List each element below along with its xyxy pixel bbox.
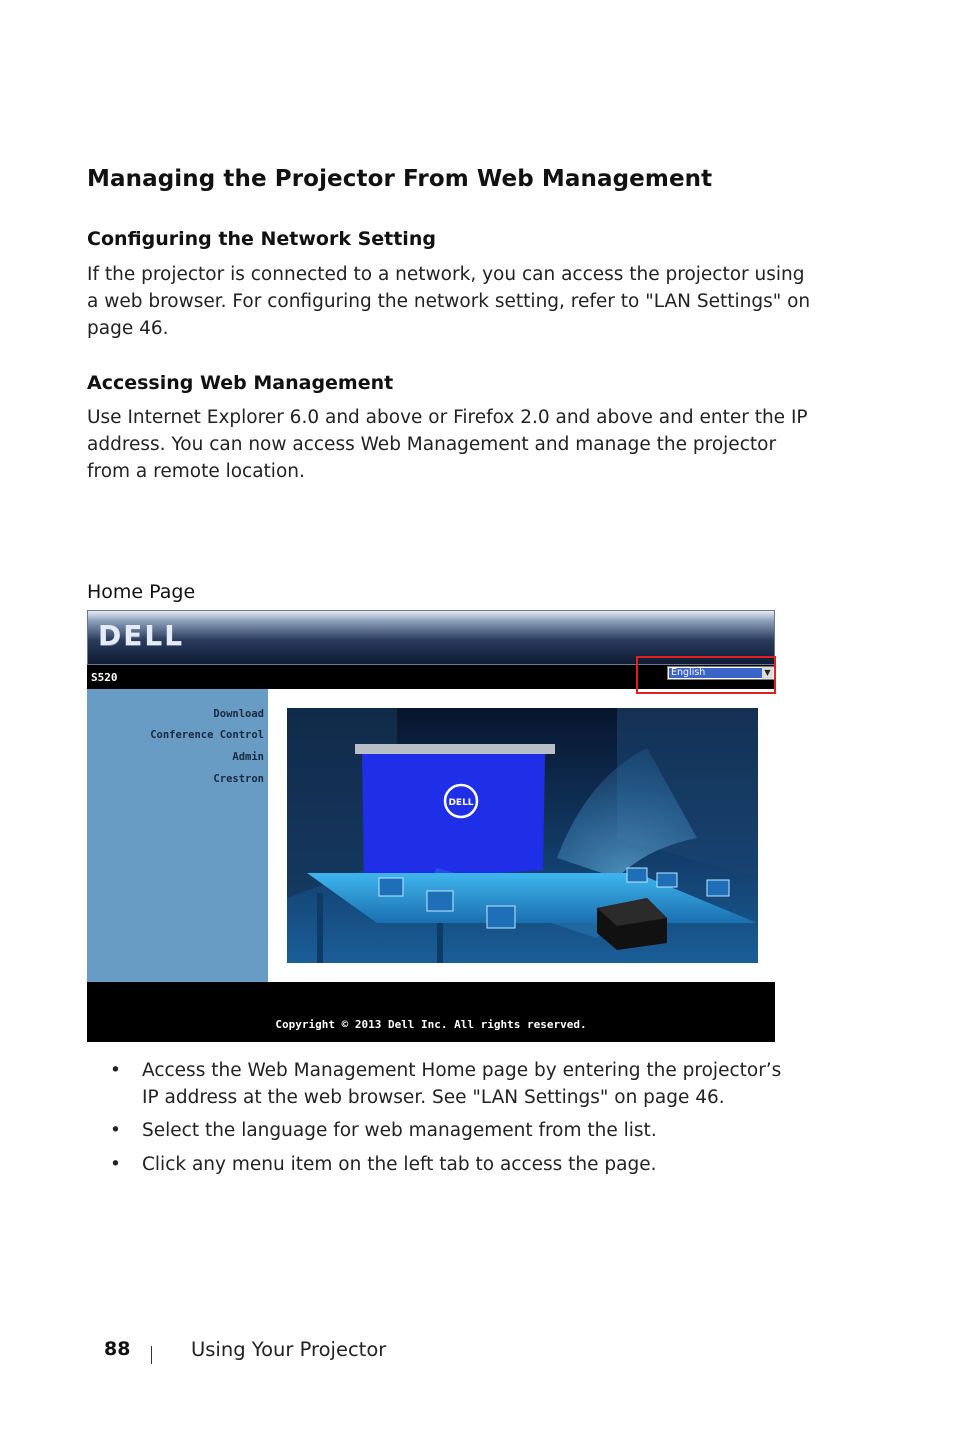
model-name: S520: [91, 671, 118, 684]
menu-item-download[interactable]: Download: [213, 708, 264, 720]
menu-item-crestron[interactable]: Crestron: [213, 773, 264, 785]
footer-section-title: Using Your Projector: [191, 1338, 387, 1361]
section-body-network: [87, 261, 827, 342]
text-line: a web browser. For configuring the network setting, refer to "LAN Settings" on: [87, 291, 811, 312]
page-heading: Managing the Projector From Web Management: [87, 166, 713, 192]
section-title-access: Accessing Web Management: [87, 372, 394, 394]
text-line: IP address at the web browser. See "LAN Settings" on page 46.: [142, 1087, 725, 1108]
web-management-screenshot: [87, 610, 775, 1042]
text-line: from a remote location.: [87, 461, 305, 482]
section-title-network: Configuring the Network Setting: [87, 228, 436, 250]
bullet-dot: •: [110, 1060, 121, 1081]
footer-divider: [151, 1346, 152, 1364]
screen-dell-logo: DELL: [448, 798, 474, 808]
highlight-box: [636, 656, 776, 694]
text-line: Access the Web Management Home page by entering the projector’s: [142, 1060, 782, 1081]
page-number: 88: [104, 1338, 131, 1360]
text-line: Use Internet Explorer 6.0 and above or Firefox 2.0 and above and enter the IP: [87, 407, 808, 428]
text-line: If the projector is connected to a network, you can access the projector using: [87, 264, 805, 285]
text-line: page 46.: [87, 318, 169, 339]
text-line: Click any menu item on the left tab to access the page.: [142, 1154, 657, 1175]
figure-label: Home Page: [87, 581, 196, 603]
text-line: address. You can now access Web Management and manage the projector: [87, 434, 777, 455]
sidebar: [87, 689, 268, 982]
menu-item-admin[interactable]: Admin: [232, 751, 264, 763]
bullet-dot: •: [110, 1120, 121, 1141]
chevron-down-icon[interactable]: ▼: [762, 667, 773, 679]
copyright-text: Copyright © 2013 Dell Inc. All rights reserved.: [275, 1018, 587, 1031]
conference-room-illustration: [287, 708, 758, 963]
dell-logo: DELL: [98, 619, 185, 652]
language-selected: English: [669, 668, 763, 678]
projection-screen: [362, 754, 545, 882]
bullet-dot: •: [110, 1154, 121, 1175]
section-body-access: [87, 404, 827, 485]
menu-item-conference-control[interactable]: Conference Control: [150, 729, 264, 741]
footer-bar: [87, 982, 775, 1042]
text-line: Select the language for web management from the list.: [142, 1120, 657, 1141]
